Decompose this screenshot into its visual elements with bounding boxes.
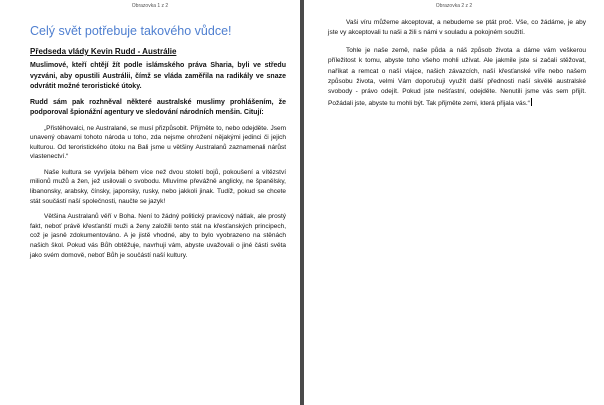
document-title: Celý svět potřebuje takového vůdce! <box>30 24 232 38</box>
bold-paragraph: Muslimové, kteří chtějí žít podle islámského práva Sharia, byli ve středu vyzváni, aby opustili Austrálii, čímž se vláda zaměřila na radikály ve snaze odvrátit možné teroristické útoky. <box>30 62 286 90</box>
body-paragraph: Vaši víru můžeme akceptovat, a nebudeme se ptát proč. Vše, co žádáme, je aby jste vy akceptovali tu naši a žili s námi v souladu a pokojném soužití. <box>328 19 586 37</box>
page-header: Obrazovka 1 z 2 <box>131 3 169 9</box>
paragraph-text: Tohle je naše země, naše půda a náš způsob života a dáme vám veškerou příležitost k tomu, abyste toho všeho mohli užívat. Ale jakmile jste si začali stěžovat, naříkat a remcat o naší vlajce, našich závazcích, naší křesťanské víře nebo našem způsobu života, velmi Vám doporučuji využít další přednosti naší skvělé australské svobody - právo odejít. Pokud jste nešťastní, odejděte. Nenutili jsme vás sem přijít. Požádali jste, abyste tu mohli být. Tak přijměte zemi, která přijala vás.“ <box>328 46 586 107</box>
bold-paragraph: Rudd sám pak rozhněval některé australské muslimy prohlášením, že podporoval špionážní agentury ve sledování národních menšin. Citují: <box>30 98 286 116</box>
body-paragraph: Naše kultura se vyvíjela během více než dvou století bojů, pokoušení a vítězství milionů mužů a žen, jež usilovali o svobodu. Mluvíme převážně anglicky, ne španělsky, libanonsky, arabsky, čínsky, japonsky, rusky, nebo jakkoli jinak. Tudíž, pokud se chcete stát součástí naší společnosti, naučte se jazyk! <box>30 168 286 205</box>
page-content <box>30 24 286 266</box>
document-page-2 <box>304 0 604 405</box>
page-content <box>328 18 586 116</box>
document-page-1 <box>0 0 300 405</box>
text-cursor <box>531 98 532 106</box>
body-paragraph: „Přistěhovalci, ne Australané, se musí přizpůsobit. Přijměte to, nebo odejděte. Jsem unavený obavami tohoto národa u toho, zda nejsme ohrožení nějakými jedinci či jejich kulturou. Od teroristického útoku na Bali jsme u většiny Australanů zaznamenali nárůst vlastenectví.“ <box>30 124 286 161</box>
body-paragraph: Většina Australanů věří v Boha. Není to žádný politický pravicový nátlak, ale prostý fakt, neboť právě křesťanští muži a ženy založili tento stát na křesťanských principech, což je jasně zdokumentováno. A je jistě vhodné, aby to bylo vyobrazeno na stěnách našich škol. Pokud vás Bůh obtěžuje, navrhuji vám, abyste uvažovali o jiné části světa jako svém domově, neboť Bůh je součástí naší kultury. <box>30 213 286 259</box>
body-paragraph <box>328 46 586 109</box>
page-header: Obrazovka 2 z 2 <box>435 3 473 9</box>
document-subheading: Předseda vlády Kevin Rudd - Austrálie <box>30 47 177 56</box>
